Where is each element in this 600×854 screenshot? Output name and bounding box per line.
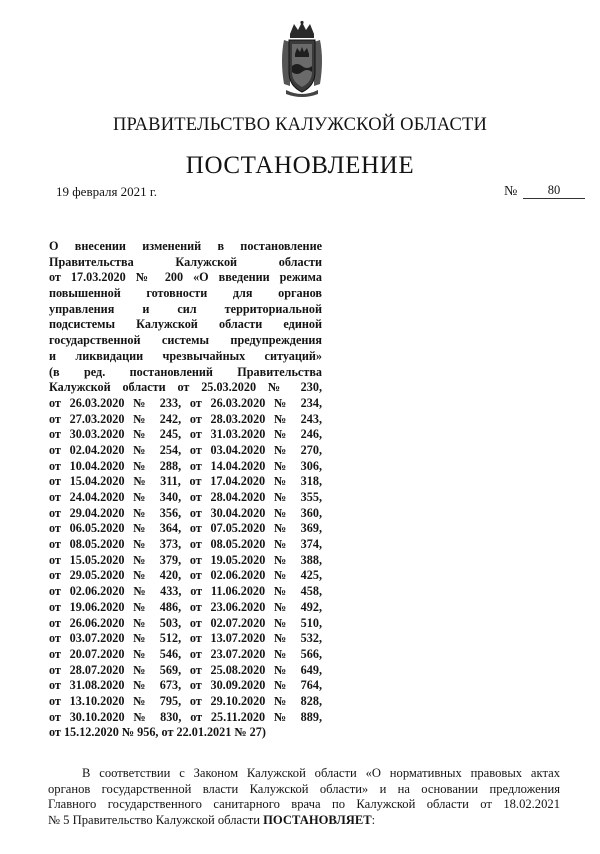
subject-line: от 02.04.2020 № 254, от 03.04.2020 № 270,	[49, 442, 322, 457]
preamble-line: Главного государственного санитарного врача по Калужской области от 18.02.2021	[48, 797, 560, 811]
subject-line: О внесении изменений в постановление	[49, 239, 322, 253]
preamble-line: В соответствии с Законом Калужской области «О нормативных правовых актах	[82, 766, 560, 780]
subject-line: повышенной готовности для органов	[49, 286, 322, 301]
preamble-paragraph	[48, 766, 560, 828]
subject-line: от 29.04.2020 № 356, от 30.04.2020 № 360,	[49, 505, 322, 520]
subject-line: от 15.05.2020 № 379, от 19.05.2020 № 388,	[49, 552, 322, 567]
subject-line: от 27.03.2020 № 242, от 28.03.2020 № 243,	[49, 411, 322, 426]
subject-line: управления и сил территориальной	[49, 301, 322, 316]
coat-of-arms-emblem	[276, 20, 328, 98]
subject-line: от 26.03.2020 № 233, от 26.03.2020 № 234,	[49, 395, 322, 410]
preamble-colon: :	[371, 812, 376, 827]
preamble-line: органов государственной власти Калужской области» и на основании предложения	[48, 781, 560, 796]
preamble-line	[48, 813, 560, 829]
subject-line: государственной системы предупреждения	[49, 333, 322, 348]
number-underline	[523, 198, 585, 199]
subject-line: от 24.04.2020 № 340, от 28.04.2020 № 355,	[49, 490, 322, 504]
subject-line: от 06.05.2020 № 364, от 07.05.2020 № 369,	[49, 521, 322, 536]
subject-line: от 26.06.2020 № 503, от 02.07.2020 № 510,	[49, 615, 322, 630]
document-number: 80	[547, 183, 561, 197]
subject-line: от 28.07.2020 № 569, от 25.08.2020 № 649,	[49, 662, 322, 677]
subject-line: от 10.04.2020 № 288, от 14.04.2020 № 306,	[49, 458, 322, 473]
subject-line: от 15.04.2020 № 311, от 17.04.2020 № 318,	[49, 474, 322, 489]
subject-line: от 20.07.2020 № 546, от 23.07.2020 № 566,	[49, 646, 322, 661]
number-label: №	[504, 184, 518, 199]
subject-line: от 02.06.2020 № 433, от 11.06.2020 № 458,	[49, 584, 322, 599]
document-date: 19 февраля 2021 г.	[56, 184, 158, 199]
subject-line: от 19.06.2020 № 486, от 23.06.2020 № 492,	[49, 599, 322, 614]
subject-line: и ликвидации чрезвычайных ситуаций»	[49, 348, 322, 363]
document-subject	[49, 239, 322, 741]
subject-line: Правительства Калужской области	[49, 254, 322, 269]
subject-line: от 17.03.2020 № 200 «О введении режима	[49, 270, 322, 285]
document-type-title: ПОСТАНОВЛЕНИЕ	[185, 152, 415, 179]
subject-line: от 13.10.2020 № 795, от 29.10.2020 № 828,	[49, 693, 322, 708]
subject-line: подсистемы Калужской области единой	[49, 317, 322, 332]
subject-line: от 31.08.2020 № 673, от 30.09.2020 № 764,	[49, 678, 322, 693]
government-title: ПРАВИТЕЛЬСТВО КАЛУЖСКОЙ ОБЛАСТИ	[112, 115, 488, 135]
subject-line: от 30.03.2020 № 245, от 31.03.2020 № 246,	[49, 427, 322, 442]
subject-line: Калужской области от 25.03.2020 № 230,	[49, 380, 322, 395]
preamble-text: № 5 Правительство Калужской области	[48, 812, 264, 827]
subject-line: от 15.12.2020 № 956, от 22.01.2021 № 27)	[49, 725, 266, 740]
subject-line: от 08.05.2020 № 373, от 08.05.2020 № 374,	[49, 537, 322, 552]
subject-line: (в ред. постановлений Правительства	[49, 364, 322, 379]
subject-line: от 30.10.2020 № 830, от 25.11.2020 № 889,	[49, 709, 322, 724]
subject-line: от 29.05.2020 № 420, от 02.06.2020 № 425,	[49, 568, 322, 583]
subject-line: от 03.07.2020 № 512, от 13.07.2020 № 532,	[49, 631, 322, 646]
resolves-keyword: ПОСТАНОВЛЯЕТ	[263, 812, 372, 827]
